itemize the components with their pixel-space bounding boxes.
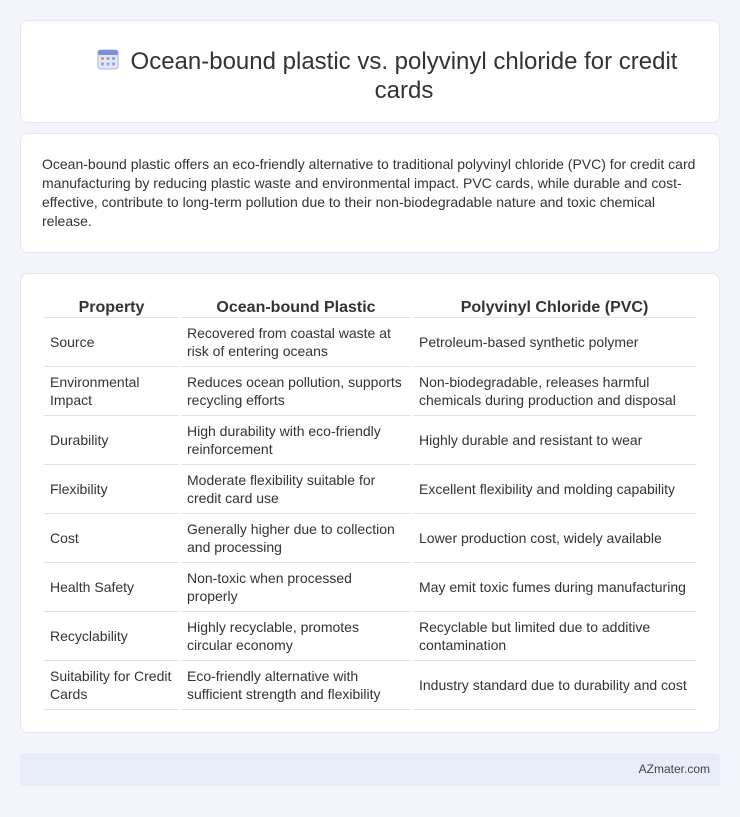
table-row [44,661,696,710]
cell-ocean-bound: Reduces ocean pollution, supports recycling efforts [181,367,411,416]
table-header-row [44,296,696,318]
cell-ocean-bound: Recovered from coastal waste at risk of entering oceans [181,318,411,367]
title-card [20,20,720,123]
table-row [44,612,696,661]
cell-pvc: Excellent flexibility and molding capability [413,465,696,514]
cell-property: Suitability for Credit Cards [44,661,179,710]
cell-ocean-bound: Eco-friendly alternative with sufficient strength and flexibility [181,661,411,710]
cell-pvc: May emit toxic fumes during manufacturing [413,563,696,612]
header-pvc: Polyvinyl Chloride (PVC) [413,296,696,318]
table-row [44,514,696,563]
cell-property: Source [44,318,179,367]
cell-property: Durability [44,416,179,465]
cell-pvc: Industry standard due to durability and cost [413,661,696,710]
cell-ocean-bound: Moderate flexibility suitable for credit card use [181,465,411,514]
table-row [44,318,696,367]
cell-ocean-bound: Generally higher due to collection and processing [181,514,411,563]
cell-pvc: Non-biodegradable, releases harmful chemicals during production and disposal [413,367,696,416]
cell-pvc: Highly durable and resistant to wear [413,416,696,465]
cell-pvc: Lower production cost, widely available [413,514,696,563]
table-row [44,367,696,416]
cell-property: Recyclability [44,612,179,661]
comparison-table [42,296,698,710]
header-ocean-bound-plastic: Ocean-bound Plastic [181,296,411,318]
page-title: Ocean-bound plastic vs. polyvinyl chloride for credit cards [130,48,678,104]
cell-property: Flexibility [44,465,179,514]
cell-property: Health Safety [44,563,179,612]
footer-site-link[interactable]: AZmater.com [638,762,710,776]
footer-bar [20,753,720,786]
table-row [44,563,696,612]
cell-property: Cost [44,514,179,563]
description-card [20,133,720,253]
cell-property: Environmental Impact [44,367,179,416]
cell-ocean-bound: High durability with eco-friendly reinforcement [181,416,411,465]
comparison-card [20,273,720,733]
description-text: Ocean-bound plastic offers an eco-friendly alternative to traditional polyvinyl chloride (PVC) for credit card manufacturing by reducing plastic waste and environmental impact. PVC cards, while durable and cost-effective, contribute to long-term pollution due to their non-biodegradable nature and toxic chemical release. [42,156,696,229]
cell-pvc: Recyclable but limited due to additive contamination [413,612,696,661]
header-property: Property [44,296,179,318]
table-row [44,416,696,465]
table-row [44,465,696,514]
cell-pvc: Petroleum-based synthetic polymer [413,318,696,367]
cell-ocean-bound: Non-toxic when processed properly [181,563,411,612]
cell-ocean-bound: Highly recyclable, promotes circular economy [181,612,411,661]
